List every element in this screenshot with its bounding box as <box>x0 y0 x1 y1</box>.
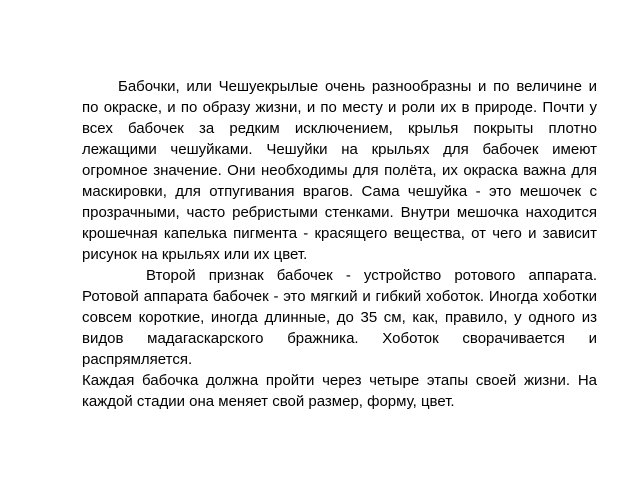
paragraph-life-stages: Каждая бабочка должна пройти через четыре этапы своей жизни. На каждой стадии она меняет свой размер, форму, цвет. <box>82 372 597 410</box>
text-block <box>82 76 597 412</box>
paragraph-mouthparts: Второй признак бабочек - устройство ротового аппарата. Ротовой аппарата бабочек - это мягкий и гибкий хоботок. Иногда хоботки совсем короткие, иногда длинные, до 35 см, как, правило, у одного из видов мадагаскарского бражника. Хоботок сворачивается и распрямляется. <box>82 267 597 368</box>
paragraph-butterflies-scales: Бабочки, или Чешуекрылые очень разнообразны и по величине и по окраске, и по образу жизни, и по месту и роли их в природе. Почти у всех бабочек за редким исключением, крылья покрыты плотно лежащими чешуйками. Чешуйки на крыльях для бабочек имеют огромное значение. Они необходимы для полёта, их окраска важна для маскировки, для отпугивания врагов. Сама чешуйка - это мешочек с прозрачными, часто ребристыми стенками. Внутри мешочка находится крошечная капелька пигмента - красящего вещества, от чего и зависит рисунок на крыльях или их цвет. <box>82 78 597 263</box>
